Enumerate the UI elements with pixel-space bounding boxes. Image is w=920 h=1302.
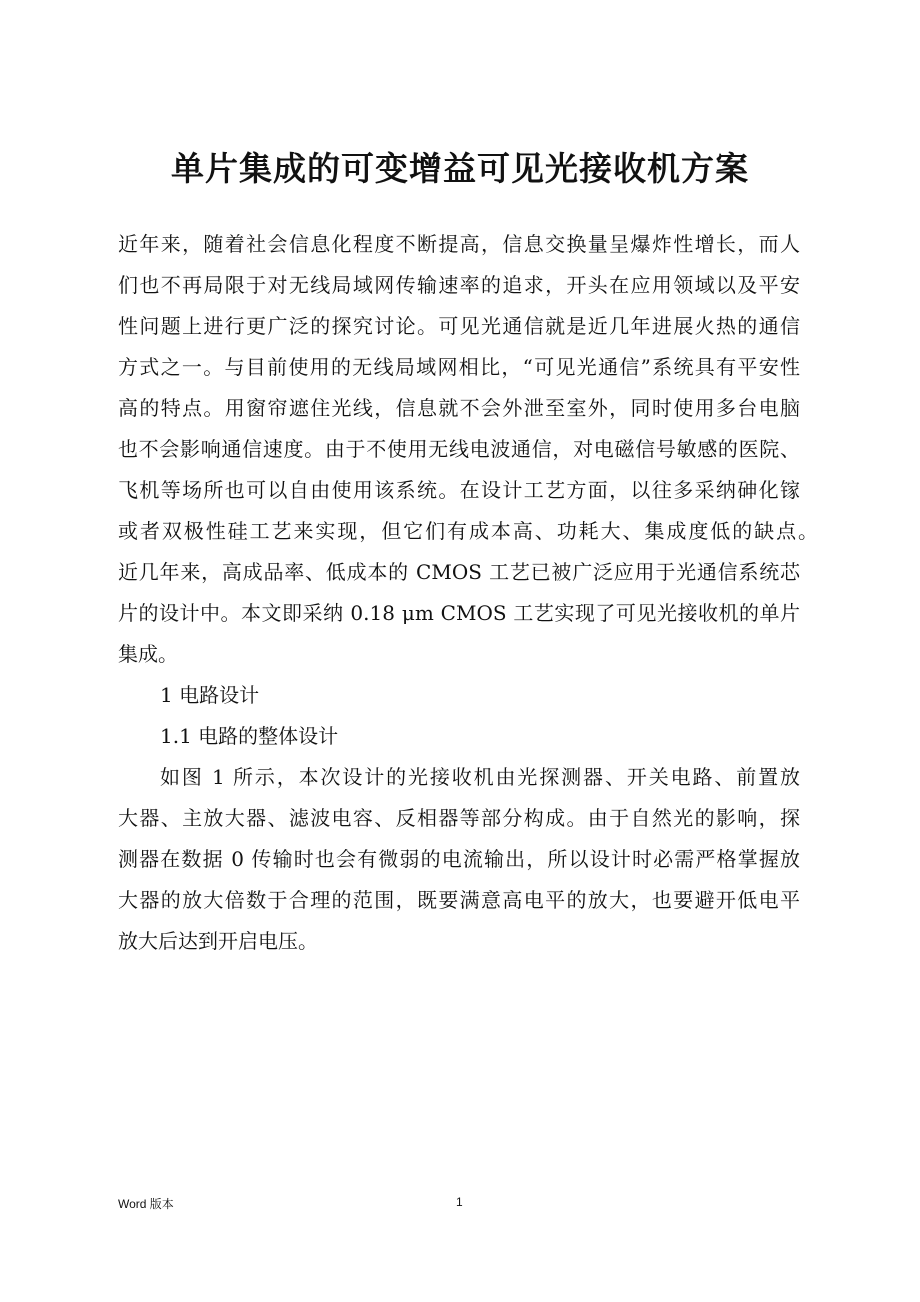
- page-number: 1: [456, 1195, 463, 1209]
- paragraph-line: 大器、主放大器、滤波电容、反相器等部分构成。由于自然光的影响，探: [118, 806, 800, 830]
- paragraph-line: 方式之一。与目前使用的无线局域网相比，“可见光通信”系统具有平安性: [118, 355, 800, 379]
- paragraph-line: 如图 1 所示，本次设计的光接收机由光探测器、开关电路、前置放: [160, 765, 800, 789]
- paragraph-line: 也不会影响通信速度。由于不使用无线电波通信，对电磁信号敏感的医院、: [118, 437, 800, 461]
- document-title: 单片集成的可变增益可见光接收机方案: [171, 149, 749, 188]
- paragraph-line: 大器的放大倍数于合理的范围，既要满意高电平的放大，也要避开低电平: [118, 888, 800, 912]
- paragraph-line: 高的特点。用窗帘遮住光线，信息就不会外泄至室外，同时使用多台电脑: [118, 396, 800, 420]
- footer-label: Word 版本: [118, 1197, 174, 1211]
- paragraph-line: 测器在数据 0 传输时也会有微弱的电流输出，所以设计时必需严格掌握放: [118, 847, 800, 871]
- paragraph-line: 放大后达到开启电压。: [118, 929, 318, 953]
- section-heading: 1 电路设计: [160, 683, 260, 707]
- paragraph-line: 片的设计中。本文即采纳 0.18 μm CMOS 工艺实现了可见光接收机的单片: [118, 601, 800, 625]
- paragraph-line: 性问题上进行更广泛的探究讨论。可见光通信就是近几年进展火热的通信: [118, 314, 800, 338]
- paragraph-line: 近几年来，高成品率、低成本的 CMOS 工艺已被广泛应用于光通信系统芯: [118, 560, 800, 584]
- subsection-heading: 1.1 电路的整体设计: [160, 724, 339, 748]
- paragraph-line: 近年来，随着社会信息化程度不断提高，信息交换量呈爆炸性增长，而人: [118, 232, 800, 256]
- paragraph-line: 们也不再局限于对无线局域网传输速率的追求，开头在应用领域以及平安: [118, 273, 800, 297]
- paragraph-line: 飞机等场所也可以自由使用该系统。在设计工艺方面，以往多采纳砷化镓: [118, 478, 800, 502]
- paragraph-line: 集成。: [118, 642, 178, 666]
- paragraph-line: 或者双极性硅工艺来实现，但它们有成本高、功耗大、集成度低的缺点。: [118, 519, 818, 543]
